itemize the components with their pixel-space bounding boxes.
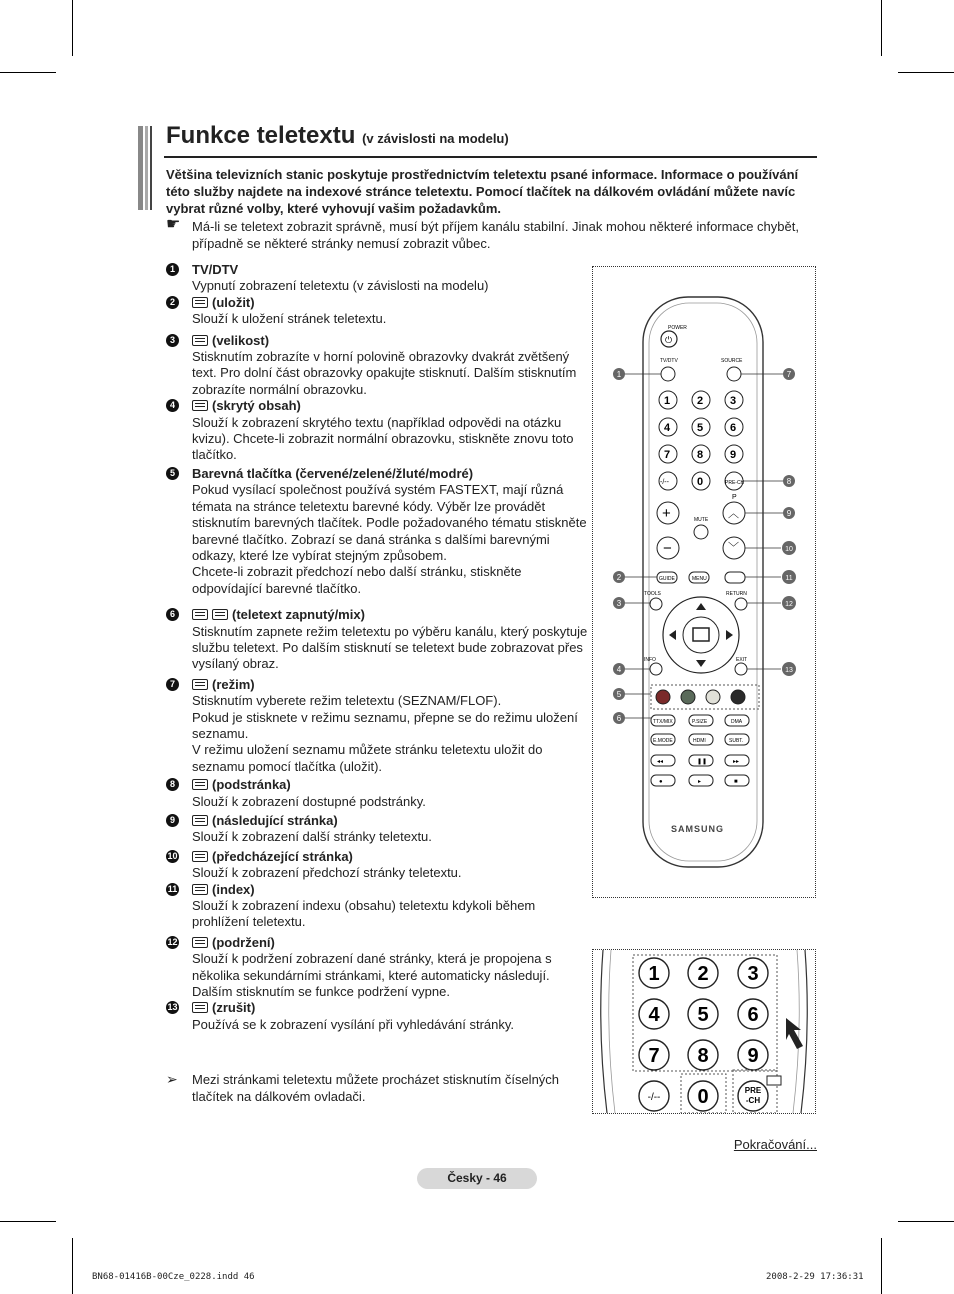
digit: 0 <box>697 476 704 488</box>
brand-logo: SAMSUNG <box>671 824 725 834</box>
p-label: P <box>732 494 737 501</box>
item-number: 8 <box>166 778 179 791</box>
zoom-digit: 0 <box>697 1086 709 1108</box>
continue-link: Pokračování... <box>733 1137 817 1152</box>
prech-label: PRE-CH <box>725 480 745 486</box>
item-heading: (režim) <box>212 676 255 692</box>
reveal-icon <box>192 400 208 411</box>
hold-icon <box>192 937 208 948</box>
item-number: 2 <box>166 296 179 309</box>
list-item <box>166 333 590 399</box>
crop-mark <box>898 1221 954 1222</box>
callout: 13 <box>785 667 793 674</box>
arrow-icon: ➢ <box>166 1071 178 1087</box>
callout: 8 <box>786 477 792 486</box>
item-number: 9 <box>166 814 179 827</box>
crop-mark <box>881 1238 882 1294</box>
list-item <box>166 398 590 464</box>
item-heading: (podržení) <box>212 934 275 950</box>
svg-text:︿: ︿ <box>728 508 739 520</box>
digit: 4 <box>664 422 671 434</box>
callout: 1 <box>616 370 622 379</box>
item-heading: TV/DTV <box>192 262 239 277</box>
intro-note-text: Má-li se teletext zobrazit správně, musí být příjem kanálu stabilní. Jinak mohou některé informace chybět, případně se některé stránky nemusí zobrazit vůbec. <box>192 219 799 251</box>
list-item <box>166 295 590 328</box>
zoom-ch-label: -CH <box>745 1096 761 1105</box>
ttxmix-label: TTX/MIX <box>653 719 673 725</box>
crop-mark <box>72 0 73 56</box>
item-text: Pokud je stisknete v režimu seznamu, přepne se do režimu uložení seznamu. <box>192 709 578 741</box>
subt-label: SUBT. <box>729 738 744 744</box>
svg-text:﹀: ﹀ <box>728 542 739 554</box>
list-item <box>166 466 590 597</box>
zoom-dash-label: -/-- <box>647 1092 661 1103</box>
digit: 2 <box>697 395 704 407</box>
svg-text:▸▸: ▸▸ <box>733 759 740 765</box>
list-item <box>166 935 590 1001</box>
page-number: Česky - 46 <box>417 1168 537 1189</box>
index-icon <box>192 884 208 895</box>
callout: 10 <box>785 546 793 553</box>
return-label: RETURN <box>726 591 747 597</box>
item-text: Slouží k podržení zobrazení dané stránky, která je propojena s několika sekundárními stránkami, které automaticky následují. Dalším stisknutím se funkce podržení vypne. <box>192 951 552 1000</box>
list-item <box>166 813 590 846</box>
callout: 4 <box>616 665 622 674</box>
item-number: 10 <box>167 850 178 861</box>
zoom-digit: 6 <box>747 1004 759 1026</box>
zoom-digit: 5 <box>697 1004 709 1026</box>
callout: 12 <box>785 601 793 608</box>
svg-text:▸: ▸ <box>698 779 702 785</box>
mute-button <box>694 525 708 539</box>
crop-mark <box>898 72 954 73</box>
list-item <box>166 777 590 810</box>
power-label: POWER <box>668 325 687 331</box>
menu-label: MENU <box>692 576 707 582</box>
svg-text:■: ■ <box>734 779 738 785</box>
zoom-digit: 3 <box>747 963 759 985</box>
item-heading: (velikost) <box>212 332 270 348</box>
guide-label: GUIDE <box>659 576 675 582</box>
tvdtv-label: TV/DTV <box>660 358 678 364</box>
remote-illustration <box>592 266 816 898</box>
callout: 6 <box>616 714 622 723</box>
digit: 1 <box>664 395 671 407</box>
svg-text:●: ● <box>659 779 663 785</box>
svg-text:+: + <box>662 505 671 522</box>
svg-text:◂◂: ◂◂ <box>657 759 664 765</box>
power-icon: ⏻ <box>665 335 673 345</box>
item-number: 3 <box>166 334 179 347</box>
item-text: Vypnutí zobrazení teletextu (v závislosti na modelu) <box>192 278 489 294</box>
list-item <box>166 882 590 931</box>
item-text: Stisknutím zobrazíte v horní polovině obrazovky dvakrát zvětšený text. Pro dolní část obrazovky opakujte stisknutí. Dalším stisknutím zobrazíte normální obrazovku. <box>192 349 577 397</box>
zoom-pre-label: PRE <box>744 1086 762 1095</box>
digit: 8 <box>697 449 704 461</box>
svg-text:❚❚: ❚❚ <box>697 759 708 765</box>
item-text: Pokud vysílací společnost používá systém FASTEXT, mají různá témata na stránce teletextu barevné kódy. Výběr lze provádět stisknutím barevných tlačítek. Podle požadovaného tématu stiskněte barevné tlačítko. Zobrazí se daná stránka s dalšími barevnými odkazy, které lze vybírat stejným způsobem. <box>192 482 587 563</box>
item-number: 11 <box>167 883 178 894</box>
crop-mark <box>0 1221 56 1222</box>
crop-mark <box>72 1238 73 1294</box>
item-number: 1 <box>166 263 179 276</box>
item-heading: (teletext zapnutý/mix) <box>232 607 365 623</box>
zoom-digit: 1 <box>648 963 660 985</box>
next-page-icon <box>192 815 208 826</box>
item-heading: (index) <box>212 881 255 897</box>
store-icon <box>192 297 208 308</box>
zoom-digit: 7 <box>648 1045 660 1067</box>
item-heading: (následující stránka) <box>212 813 338 828</box>
hdmi-label: HDMI <box>693 738 706 744</box>
callout: 7 <box>786 370 792 379</box>
digit: 3 <box>730 395 737 407</box>
size-icon <box>192 335 208 346</box>
callout: 3 <box>616 599 622 608</box>
list-item <box>166 262 590 295</box>
keypad-zoom-illustration <box>592 949 816 1114</box>
psize-label: P.SIZE <box>692 719 708 725</box>
list-item <box>166 607 590 673</box>
item-text: Slouží k zobrazení skrytého textu (například odpovědi na otázku kvizu). Chcete-li zobrazit normální obrazovku, stiskněte znovu toto tlačítko. <box>192 414 574 463</box>
tools-label: TOOLS <box>644 591 661 597</box>
crop-mark <box>0 72 56 73</box>
item-number: 7 <box>166 678 179 691</box>
info-label: INFO <box>644 657 656 663</box>
navigation-note <box>166 1071 590 1105</box>
item-text: Používá se k zobrazení vysílání při vyhledávání stránky. <box>192 1016 515 1032</box>
item-heading: (zrušit) <box>212 1000 256 1016</box>
callout: 5 <box>616 690 622 699</box>
intro-note <box>166 218 818 252</box>
item-number: 12 <box>167 936 178 947</box>
callout: 2 <box>616 573 622 582</box>
crop-mark <box>881 0 882 56</box>
item-number: 6 <box>166 608 179 621</box>
dash-label: -/-- <box>660 479 669 486</box>
item-heading: (předcházející stránka) <box>212 848 353 864</box>
subpage-icon <box>192 779 208 790</box>
item-text: Slouží k zobrazení další stránky teletextu. <box>192 829 432 845</box>
exit-label: EXIT <box>736 657 748 663</box>
tvdtv-button <box>661 367 675 381</box>
cancel-icon <box>192 1002 208 1013</box>
mute-label: MUTE <box>694 517 709 523</box>
remote-control-drawing <box>593 267 815 897</box>
yellow-button <box>706 690 720 704</box>
item-heading: (skrytý obsah) <box>212 398 301 414</box>
page-title-text: Funkce teletextu <box>166 122 356 149</box>
zoom-digit: 2 <box>697 963 709 985</box>
mix-icon <box>212 609 228 620</box>
zoom-digit: 8 <box>697 1045 709 1067</box>
navigation-note-text: Mezi stránkami teletextu můžete procházet stisknutím číselných tlačítek na dálkovém ovladači. <box>192 1072 560 1104</box>
blue-button <box>731 690 745 704</box>
digit: 9 <box>730 449 737 461</box>
zoom-digit: 4 <box>648 1004 660 1026</box>
digit: 5 <box>697 422 704 434</box>
mode-icon <box>192 679 208 690</box>
digit: 6 <box>730 422 737 434</box>
item-number: 5 <box>166 467 179 480</box>
callout: 9 <box>786 509 792 518</box>
emode-label: E.MODE <box>653 738 673 744</box>
file-name: BN68-01416B-00Cze_0228.indd 46 <box>92 1272 255 1282</box>
item-text: Stisknutím zapnete režim teletextu po výběru kanálu, který poskytuje službu teletext. Po dalším stisknutí se teletext bude zobrazovat přes vysílaný obraz. <box>192 623 588 672</box>
callout: 11 <box>785 575 793 582</box>
list-item <box>166 849 590 882</box>
title-divider <box>164 156 817 158</box>
page-title <box>166 122 509 150</box>
pointer-arrow-icon <box>786 1018 803 1049</box>
item-text: Stisknutím vyberete režim teletextu (SEZNAM/FLOF). <box>192 693 502 709</box>
list-item <box>166 677 590 775</box>
dma-label: DMA <box>731 719 743 725</box>
source-button <box>727 367 741 381</box>
green-button <box>681 690 695 704</box>
print-timestamp: 2008-2-29 17:36:31 <box>766 1272 864 1282</box>
red-button <box>656 690 670 704</box>
intro-paragraph: Většina televizních stanic poskytuje prostřednictvím teletextu psané informace. Informace o používání této služby najdete na indexové stránce teletextu. Pomocí tlačítek na dálkovém ovládání můžete navíc vybrat různé volby, které vyhovují vašim požadavkům. <box>166 167 799 216</box>
item-text: V režimu uložení seznamu můžete stránku teletextu uložit do seznamu pomocí tlačítka (uložit). <box>192 742 543 774</box>
list-item <box>166 1000 590 1033</box>
zoom-digit: 9 <box>747 1045 759 1067</box>
item-heading: (uložit) <box>212 294 255 310</box>
source-label: SOURCE <box>721 358 743 364</box>
page-subtitle: (v závislosti na modelu) <box>362 131 509 146</box>
item-heading: Barevná tlačítka (červené/zelené/žluté/modré) <box>192 465 474 481</box>
pointing-hand-icon: ☛ <box>166 216 181 233</box>
teletext-on-icon <box>192 609 208 620</box>
item-text: Chcete-li zobrazit předchozí nebo další stránku, stiskněte odpovídající barevné tlačítko. <box>192 564 522 596</box>
digit: 7 <box>664 449 671 461</box>
feature-list <box>166 262 590 1033</box>
keypad-zoom-drawing <box>593 950 815 1113</box>
item-text: Slouží k zobrazení dostupné podstránky. <box>192 793 426 809</box>
item-text: Slouží k uložení stránek teletextu. <box>192 311 387 327</box>
title-decoration <box>138 126 152 210</box>
item-number: 4 <box>166 399 179 412</box>
item-heading: (podstránka) <box>212 777 291 793</box>
item-text: Slouží k zobrazení předchozí stránky teletextu. <box>192 865 462 881</box>
item-text: Slouží k zobrazení indexu (obsahu) teletextu kdykoli během prohlížení teletextu. <box>192 898 536 930</box>
svg-text:−: − <box>663 540 672 557</box>
item-number: 13 <box>167 1002 178 1013</box>
previous-page-icon <box>192 851 208 862</box>
